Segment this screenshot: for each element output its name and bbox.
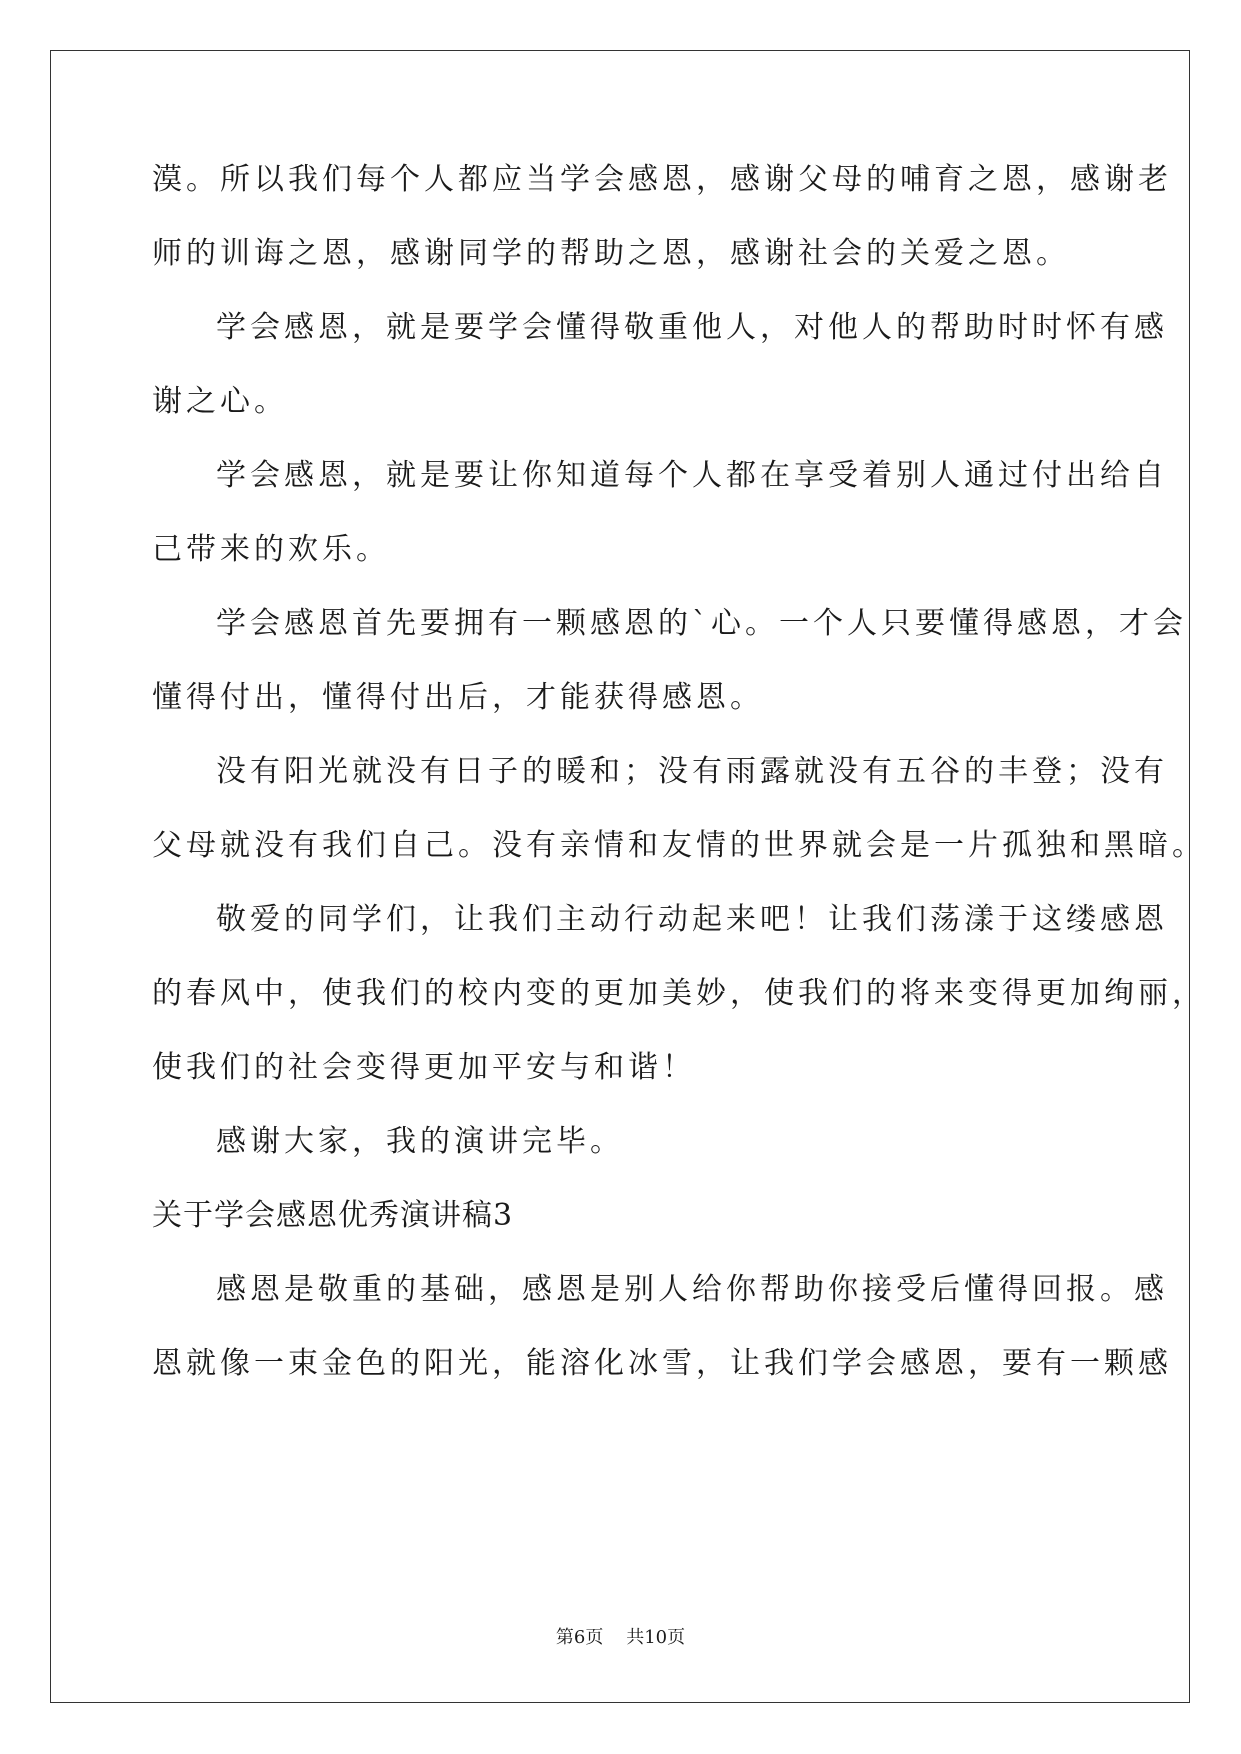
paragraph-line: 敬爱的同学们，让我们主动行动起来吧！让我们荡漾于这缕感恩 — [216, 902, 1168, 937]
paragraph-line: 师的训诲之恩，感谢同学的帮助之恩，感谢社会的关爱之恩。 — [152, 236, 1070, 271]
page-number: 第6页 — [555, 1627, 604, 1648]
page-total: 共10页 — [626, 1627, 686, 1648]
paragraph-line: 恩就像一束金色的阳光，能溶化冰雪，让我们学会感恩，要有一颗感 — [152, 1346, 1172, 1381]
paragraph-line: 懂得付出，懂得付出后，才能获得感恩。 — [152, 680, 764, 715]
paragraph-line: 学会感恩，就是要学会懂得敬重他人，对他人的帮助时时怀有感 — [216, 310, 1168, 345]
section-heading: 关于学会感恩优秀演讲稿3 — [152, 1198, 514, 1233]
paragraph-line: 没有阳光就没有日子的暖和；没有雨露就没有五谷的丰登；没有 — [216, 754, 1168, 789]
paragraph-line: 感恩是敬重的基础，感恩是别人给你帮助你接受后懂得回报。感 — [216, 1272, 1168, 1307]
paragraph-line: 感谢大家，我的演讲完毕。 — [216, 1124, 624, 1159]
paragraph-line: 父母就没有我们自己。没有亲情和友情的世界就会是一片孤独和黑暗。 — [152, 828, 1206, 863]
paragraph-line: 漠。所以我们每个人都应当学会感恩，感谢父母的哺育之恩，感谢老 — [152, 162, 1172, 197]
paragraph-line: 学会感恩首先要拥有一颗感恩的`心。一个人只要懂得感恩，才会 — [216, 606, 1187, 641]
paragraph-line: 的春风中，使我们的校内变的更加美妙，使我们的将来变得更加绚丽， — [152, 976, 1206, 1011]
paragraph-line: 谢之心。 — [152, 384, 288, 419]
paragraph-line: 己带来的欢乐。 — [152, 532, 390, 567]
paragraph-line: 学会感恩，就是要让你知道每个人都在享受着别人通过付出给自 — [216, 458, 1168, 493]
paragraph-line: 使我们的社会变得更加平安与和谐！ — [152, 1050, 696, 1085]
document-body — [152, 160, 1206, 1418]
page-footer — [0, 1626, 1241, 1650]
